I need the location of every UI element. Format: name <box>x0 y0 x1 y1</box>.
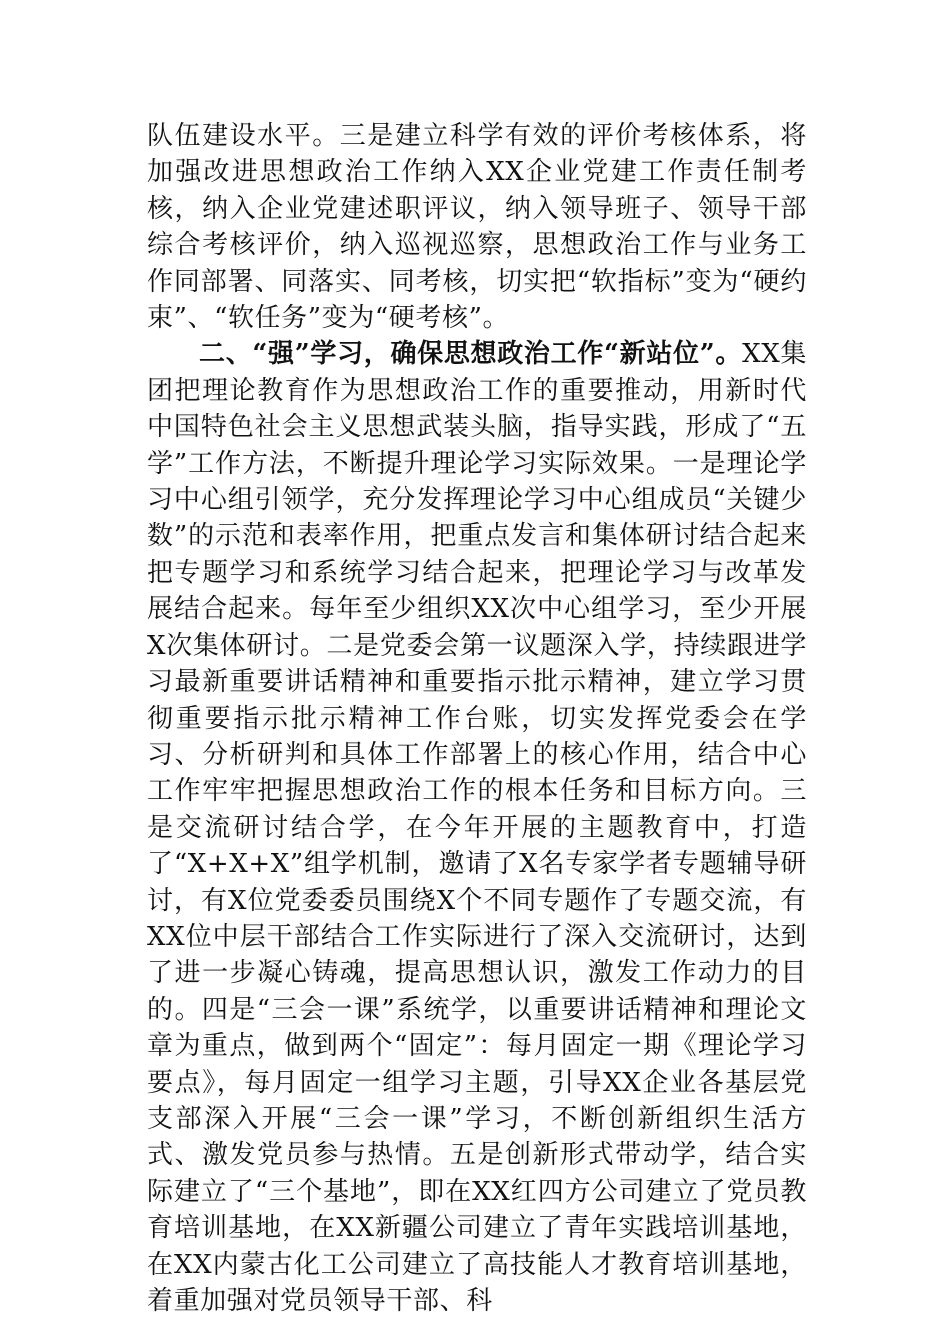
section-heading: 二、“强”学习，确保思想政治工作“新站位”。 <box>199 339 743 370</box>
paragraph-text: XX集团把理论教育作为思想政治工作的重要推动，用新时代中国特色社会主义思想武装头脑，指导实践，形成了“五学”工作方法，不断提升理论学习实际效果。一是理论学习中心组引领学，充分发挥理论学习中心组成员“关键少数”的示范和表率作用，把重点发言和集体研讨结合起来把专题学习和系统学习结合起来，把理论学习与改革发展结合起来。每年至少组织XX次中心组学习，至少开展X次集体研讨。二是党委会第一议题深入学，持续跟进学习最新重要讲话精神和重要指示批示精神，建立学习贯彻重要指示批示精神工作台账，切实发挥党委会在学习、分析研判和具体工作部署上的核心作用，结合中心工作牢牢把握思想政治工作的根本任务和目标方向。三是交流研讨结合学，在今年开展的主题教育中，打造了“X+X+X”组学机制，邀请了X名专家学者专题辅导研讨，有X位党委委员围绕X个不同专题作了专题交流，有XX位中层干部结合工作实际进行了深入交流研讨，达到了进一步凝心铸魂，提高思想认识，激发工作动力的目的。四是“三会一课”系统学，以重要讲话精神和理论文章为重点，做到两个“固定”：每月固定一期《理论学习要点》，每月固定一组学习主题，引导XX企业各基层党支部深入开展“三会一课”学习，不断创新组织生活方式、激发党员参与热情。五是创新形式带动学，结合实际建立了“三个基地”，即在XX红四方公司建立了党员教育培训基地，在XX新疆公司建立了青年实践培训基地，在XX内蒙古化工公司建立了高技能人才教育培训基地，着重加强对党员领导干部、科 <box>147 339 807 1316</box>
document-body <box>147 118 807 1319</box>
paragraph-section-two <box>147 336 807 1319</box>
paragraph-continuation <box>147 118 807 336</box>
paragraph-text: 队伍建设水平。三是建立科学有效的评价考核体系，将加强改进思想政治工作纳入XX企业党建工作责任制考核，纳入企业党建述职评议，纳入领导班子、领导干部综合考核评价，纳入巡视巡察，思想政治工作与业务工作同部署、同落实、同考核，切实把“软指标”变为“硬约束”、“软任务”变为“硬考核”。 <box>147 121 807 334</box>
